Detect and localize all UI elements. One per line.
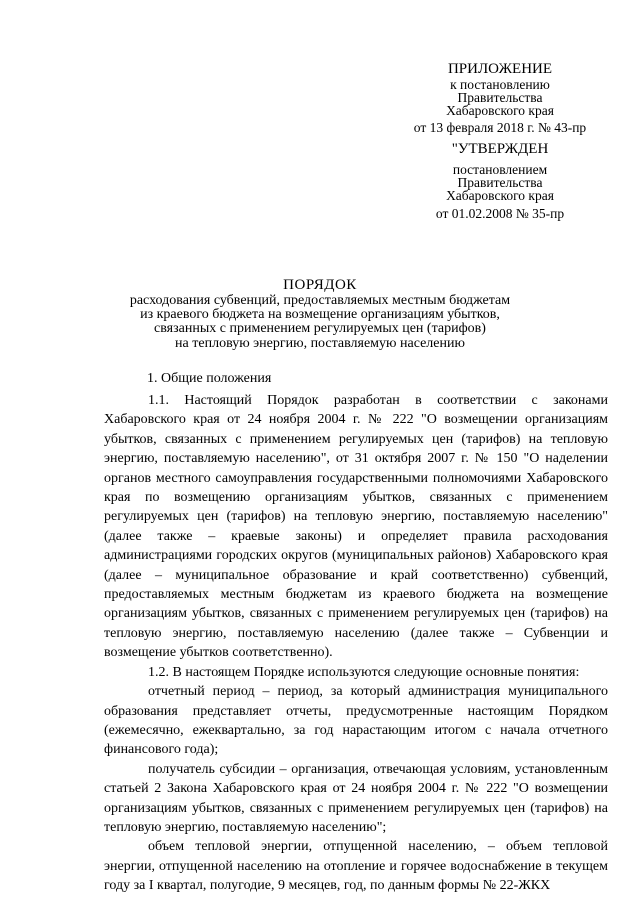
appendix-block (395, 60, 605, 134)
approved-line: постановлением (452, 162, 548, 177)
approved-title: "УТВЕРЖДЕН (451, 141, 549, 157)
section-heading: 1. Общие положения (147, 371, 272, 386)
paragraph: объем тепловой энергии, отпущенной населению, – объем тепловой энергии, отпущенной населению на отопление и горячее водоснабжение в текущем году за I квартал, полугодие, 9 месяцев, год, по данным формы № 22-ЖКХ (104, 839, 608, 894)
document-title: ПОРЯДОК (283, 277, 357, 293)
appendix-date: от 13 февраля 2018 г. № 43-пр (413, 120, 587, 135)
paragraph: 1.2. В настоящем Порядке используются следующие основные понятия: (148, 664, 580, 680)
paragraph: 1.1. Настоящий Порядок разработан в соответствии с законами Хабаровского края от 24 ноября 2004 г. № 222 "О возмещении организациям убытков, связанных с применением регулируемых цен (тарифов) на тепловую энергию, поставляемую населению", от 31 октября 2007 г. № 150 "О наделении органов местного самоуправления государственными полномочиями Хабаровского края по возмещению организациям убытков, связанных с применением регулируемых цен (тарифов) на тепловую энергию, поставляемую населению" (далее также – краевые законы) и определяет правила расходования администрациями городских округов (муниципальных районов) Хабаровского края (далее – муниципальное образование и край соответственно) субвенций, предоставляемых местным бюджетам из краевого бюджета на возмещение организациям убытков, связанных с применением регулируемых цен (тарифов) на тепловую энергию, поставляемую населению (далее также – Субвенции и возмещение убытков соответственно). (104, 393, 608, 661)
subtitle-line: расходования субвенций, предоставляемых местным бюджетам (129, 293, 511, 308)
approved-date: от 01.02.2008 № 35-пр (435, 206, 565, 221)
approved-block (395, 140, 605, 220)
document-body (104, 391, 608, 896)
paragraph: получатель субсидии – организация, отвечающая условиям, установленным статьей 2 Закона Хабаровского края от 24 ноября 2004 г. № 222 "О возмещении организациям убытков, связанных с применением регулируемых цен (тарифов) на тепловую энергию, поставляемую населению"; (104, 761, 608, 835)
appendix-title: ПРИЛОЖЕНИЕ (447, 61, 553, 77)
approved-line: Правительства (457, 175, 543, 190)
paragraph: отчетный период – период, за который администрация муниципального образования представляет отчеты, предусмотренные настоящим Порядком (ежемесячно, ежеквартально, за год нарастающим итогом с начала отчетного финансового года); (104, 684, 608, 758)
appendix-line: Хабаровского края (446, 103, 554, 118)
appendix-line: Правительства (457, 90, 543, 105)
subtitle-line: на тепловую энергию, поставляемую населению (175, 335, 465, 351)
subtitle-line: из краевого бюджета на возмещение организациям убытков, (140, 307, 500, 323)
subtitle-line: связанных с применением регулируемых цен (тарифов) (154, 321, 486, 337)
document-subtitle (90, 294, 550, 351)
appendix-line: к постановлению (450, 77, 550, 92)
approved-line: Хабаровского края (446, 188, 554, 203)
